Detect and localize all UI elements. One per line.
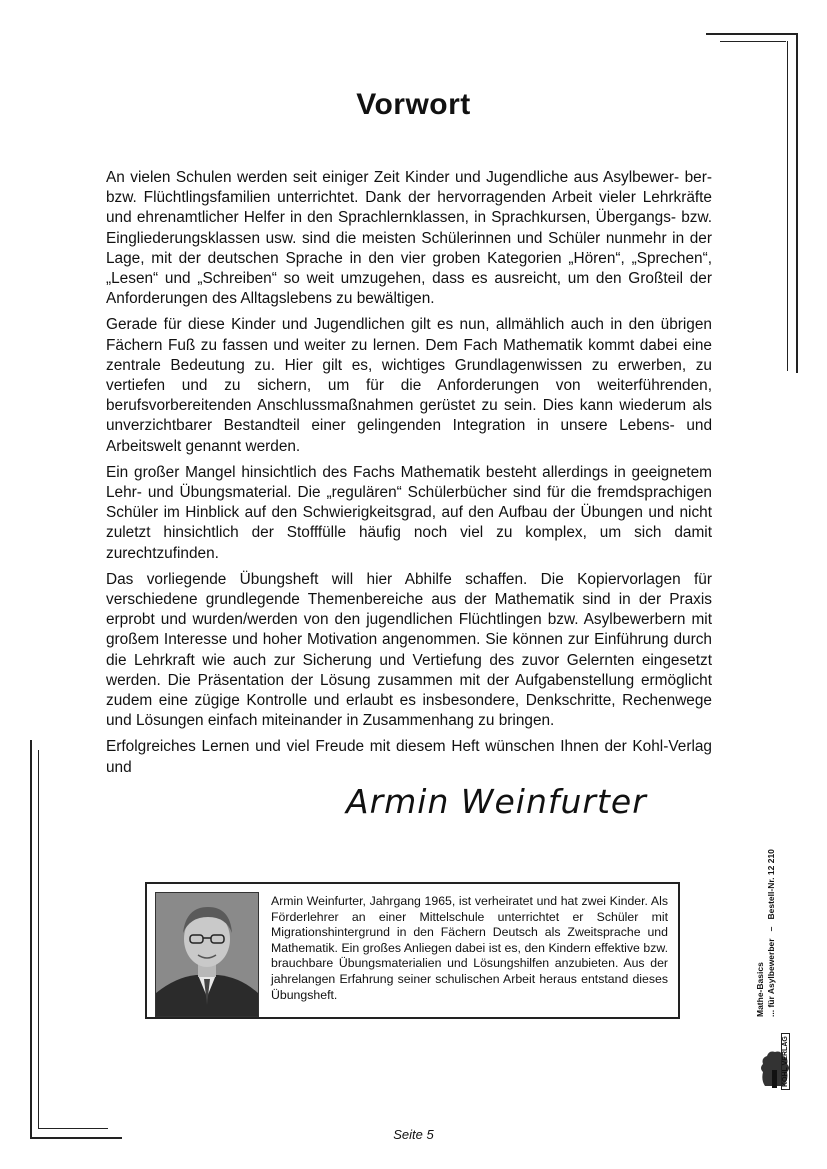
author-signature: Armin Weinfurter <box>346 782 647 821</box>
paragraph-5: Erfolgreiches Lernen und viel Freude mit diesem Heft wünschen Ihnen der Kohl-Verlag und <box>106 738 712 776</box>
order-number: Bestell-Nr. 12 210 <box>766 849 776 920</box>
frame-left-line <box>30 740 32 1139</box>
frame-right-line <box>796 33 798 373</box>
paragraph-4: Das vorliegende Übungsheft will hier Abhilfe schaffen. Die Kopiervorlagen für verschiedene grundlegende Themenbereiche aus der Mathematik sind in der Praxis erprobt und wurden/werden von den jugendlichen Flüchtlingen bzw. Asylbewerbern mit großem Interesse und hoher Motivation angenommen. Sie können zur Einführung durch die Lehrkraft wie auch zur Sicherung und Vertiefung des zuvor Gelernten eingesetzt werden. Die Präsentation der Lösung zusammen mit der Aufgabenstellung ermöglicht zudem eine zügige Kontrolle und erlaubt es insbesondere, Denkschritte, Rechenwege und Lösungen einfach miteinander in Zusammenhang zu bringen. <box>106 570 712 730</box>
frame-top-line-inner <box>720 41 786 42</box>
frame-left-line-inner <box>38 750 39 1129</box>
publisher-name: KOHL VERLAG <box>781 1033 790 1090</box>
series-subtitle: ... für Asylbewerber <box>766 938 776 1017</box>
author-bio-text: Armin Weinfurter, Jahrgang 1965, ist verheiratet und hat zwei Kinder. Als Förderlehrer an einer Mittelschule unterrichtet er Schüler mit Migrationshintergrund in den Fächern Deutsch als Zweitsprache und Mathematik. Ein großes Anliegen dabei ist es, den Kindern effektive bzw. brauchbare Übungsmaterialien und Lösungshilfen anzubieten. Aus der jahrelangen Erfahrung seiner schulischen Arbeit heraus entstand dieses Übungsheft. <box>271 894 668 1002</box>
frame-top-line <box>706 33 798 35</box>
series-title: Mathe-Basics <box>755 962 765 1017</box>
author-photo <box>155 892 259 1017</box>
paragraph-2: Gerade für diese Kinder und Jugendlichen gilt es nun, allmählich auch in den übrigen Fächern Fuß zu fassen und weiter zu lernen. Dem Fach Mathematik kommt dabei eine zentrale Bedeutung zu. Hier gilt es, wichtiges Grundlagenwissen zu erwerben, zu vertiefen und zu sichern, um für die Anforderungen von weiterführenden, berufsvorbereitenden Anschlussmaßnahmen gerüstet zu sein. Dies kann wiederum als unverzichtbarer Bestandteil einer gelingenden Integration in unsere Lebens- und Arbeitswelt genannt werden. <box>106 316 712 455</box>
paragraph-1: An vielen Schulen werden seit einiger Zeit Kinder und Jugendliche aus Asylbewer- ber- bzw. Flüchtlingsfamilien unterrichtet. Dank der hervorragenden Arbeit vieler Lehrkräfte und ehrenamtlicher Helfer in den Sprachlernklassen, in Sprachkursen, Übergangs- bzw. Eingliederungsklassen usw. sind die meisten Schülerinnen und Schüler nunmehr in der Lage, mit der deutschen Sprache in den vier groben Kategorien „Hören“, „Sprechen“, „Lesen“ und „Schreiben“ so weit umzugehen, dass es ausreicht, um den Großteil der Anforderungen des Alltagslebens zu bewältigen. <box>106 169 712 308</box>
paragraph-3: Ein großer Mangel hinsichtlich des Fachs Mathematik besteht allerdings in geeignetem Lehr- und Übungsmaterial. Die „regulären“ Schülerbücher sind für die fremdsprachigen Schüler im Hinblick auf den Schwierigkeitsgrad, auf den Aufbau der Übungen und nicht zuletzt hinsichtlich der Stofffülle häufig noch viel zu komplex, um sich damit zurechtzufinden. <box>106 463 712 562</box>
side-book-info <box>755 787 795 1017</box>
page-number: Seite 5 <box>393 1127 434 1142</box>
side-dash: – <box>766 926 776 932</box>
author-bio-box <box>145 882 680 1019</box>
preface-text <box>106 168 712 784</box>
page-title: Vorwort <box>356 88 471 121</box>
